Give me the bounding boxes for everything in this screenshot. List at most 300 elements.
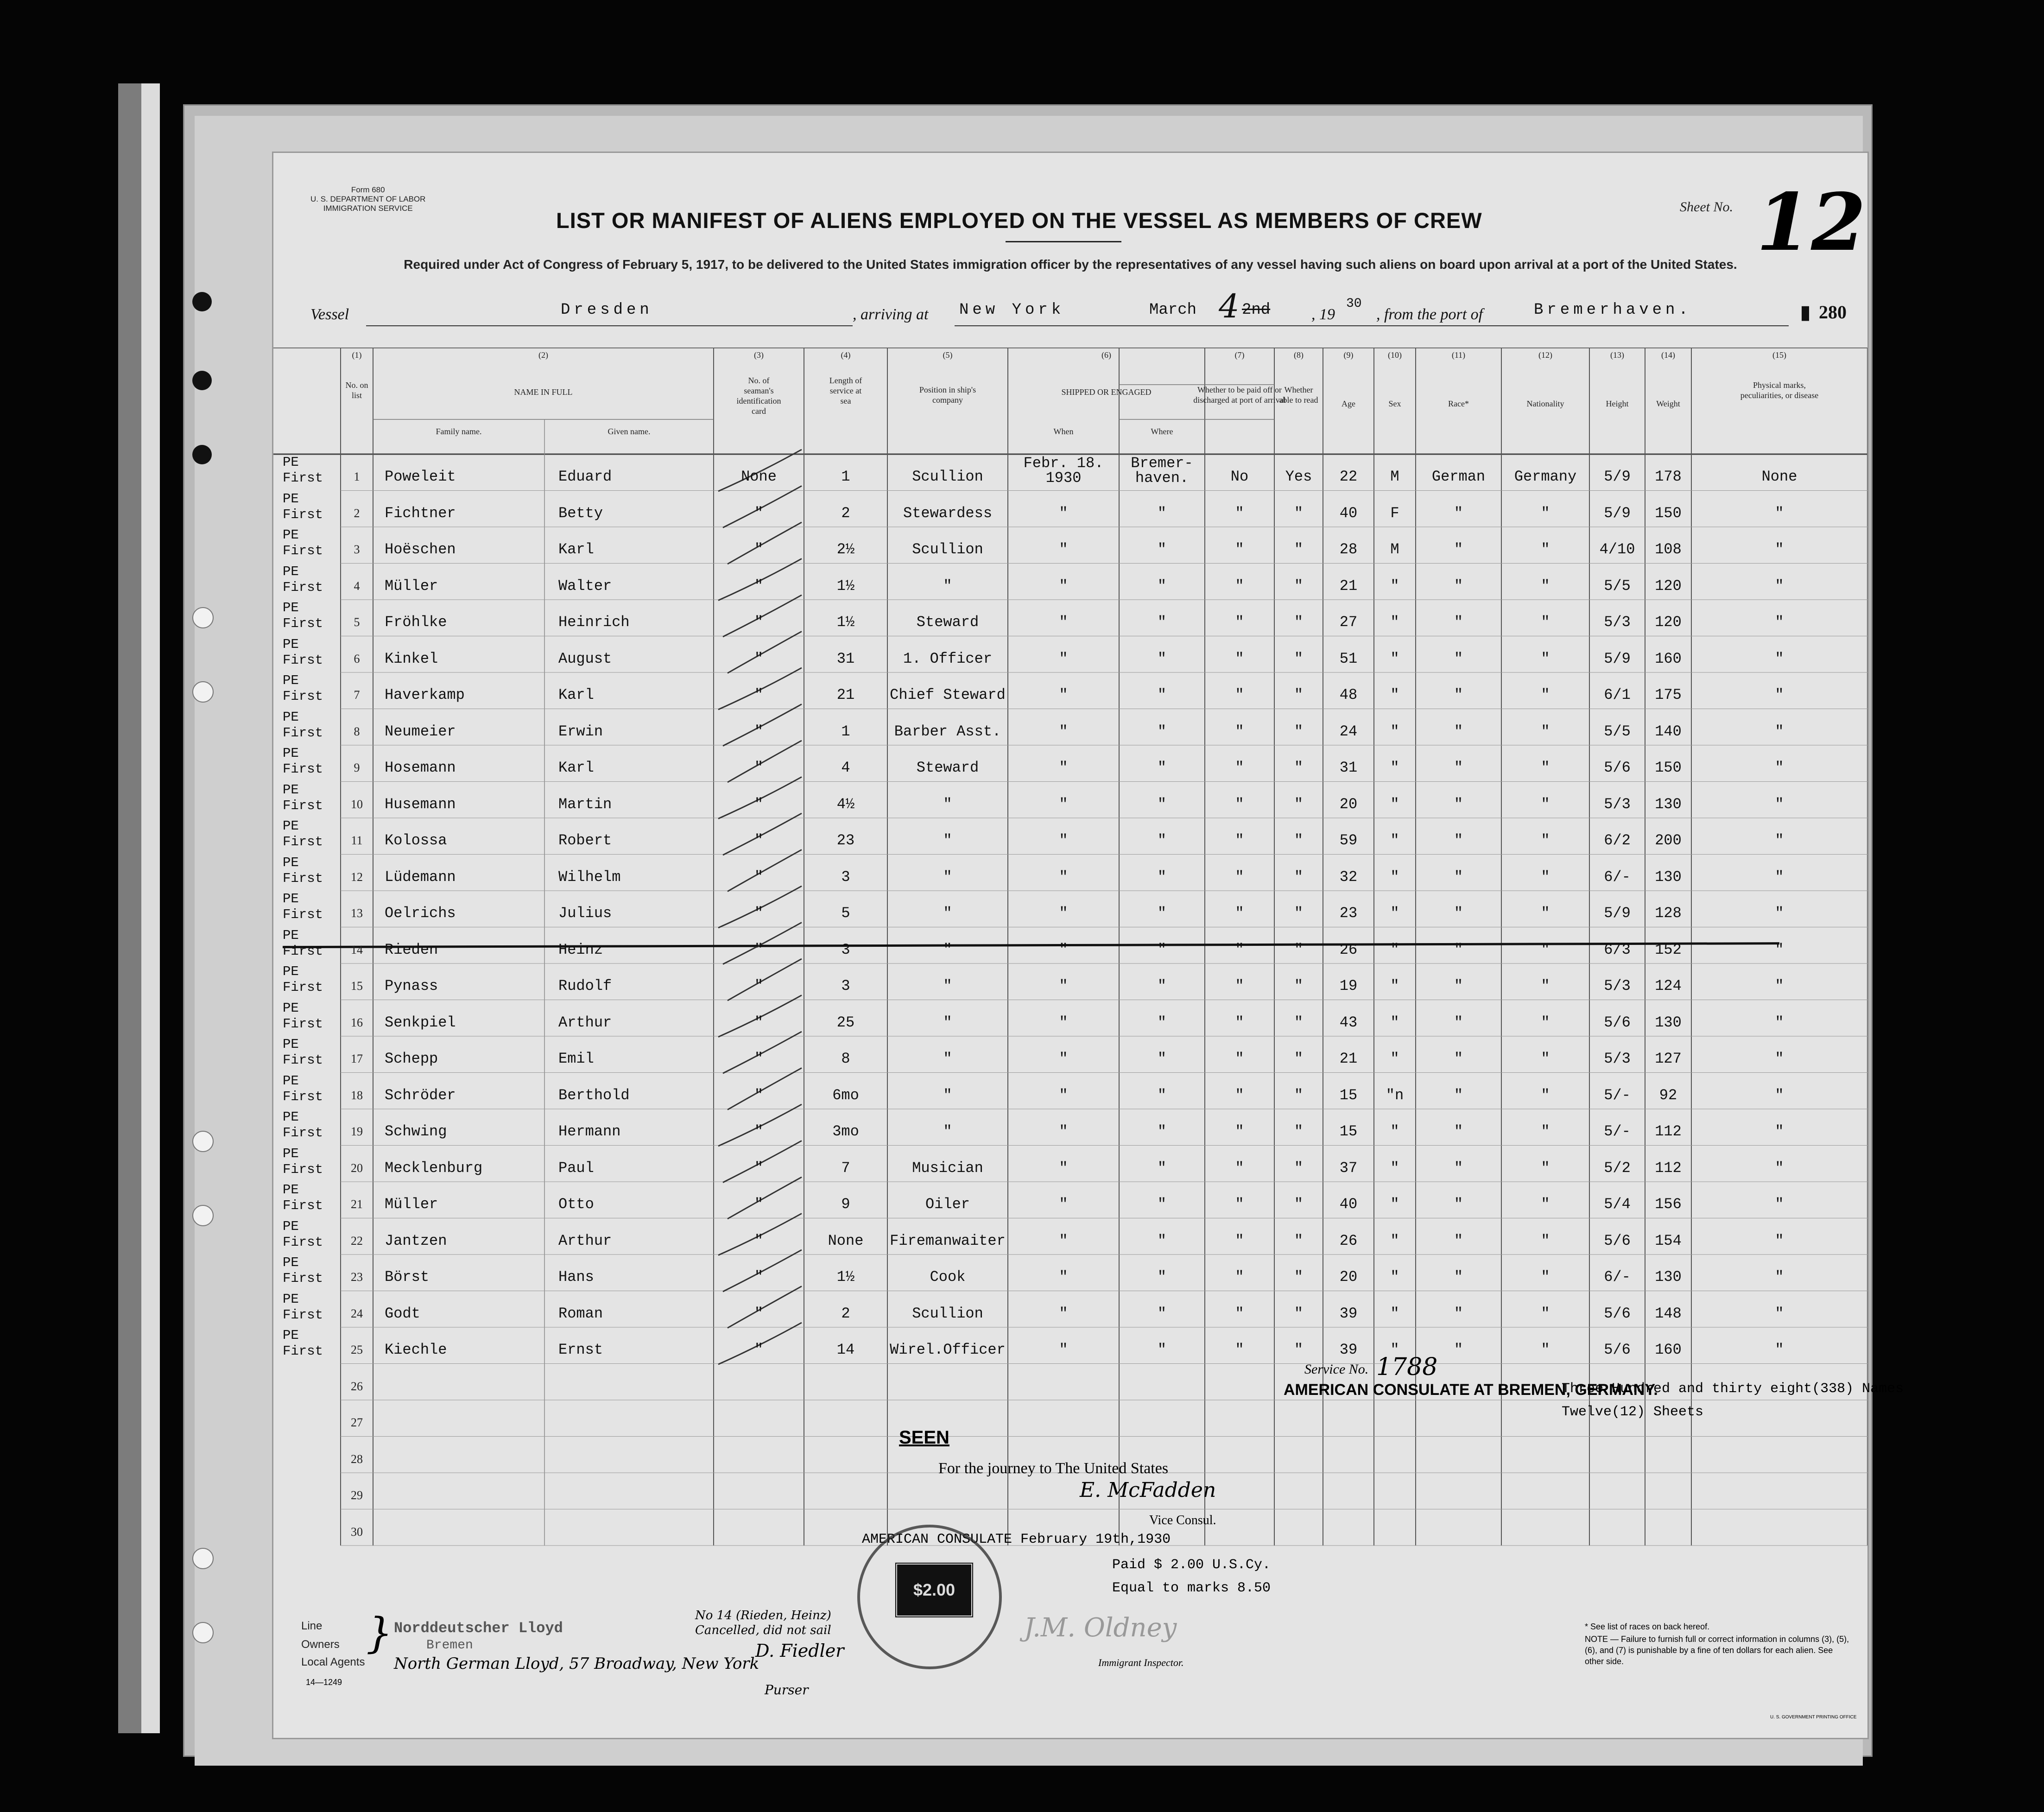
class-pe: PE: [283, 600, 299, 615]
header-length-of-service: Length of service at sea: [829, 376, 862, 405]
age-cell: 26: [1339, 941, 1358, 958]
column-number: (2): [538, 350, 548, 360]
given-name-cell: Julius: [558, 905, 612, 922]
card-cell: ": [754, 905, 764, 922]
marks-cell: ": [1775, 1196, 1784, 1213]
row-number: 2: [354, 506, 360, 520]
paid-off-cell: ": [1235, 1050, 1244, 1067]
class-pe: PE: [283, 855, 299, 870]
sex-cell: ": [1390, 1305, 1399, 1322]
title-rule: [1006, 241, 1121, 242]
read-cell: Yes: [1285, 468, 1312, 485]
family-name-cell: Pynass: [385, 977, 438, 995]
header-weight: Weight: [1656, 399, 1680, 408]
column-number: (8): [1294, 350, 1304, 360]
class-first: First: [283, 1089, 323, 1104]
where-cell: ": [1157, 868, 1167, 886]
punch-hole: [192, 1622, 214, 1643]
race-cell: ": [1454, 1123, 1463, 1140]
given-name-cell: Karl: [558, 686, 594, 703]
given-name-cell: Otto: [558, 1196, 594, 1213]
where-cell: ": [1157, 577, 1167, 595]
race-cell: ": [1454, 1305, 1463, 1322]
family-name-cell: Schröder: [385, 1086, 456, 1104]
height-cell: 4/10: [1599, 541, 1635, 558]
card-cell: ": [754, 1268, 764, 1286]
age-cell: 22: [1339, 468, 1358, 485]
where-cell: ": [1157, 1268, 1167, 1286]
punch-hole: [192, 445, 212, 464]
age-cell: 28: [1339, 541, 1358, 558]
class-first: First: [283, 1052, 323, 1068]
read-cell: ": [1294, 1086, 1304, 1104]
marks-cell: ": [1775, 614, 1784, 631]
position-cell: ": [943, 977, 952, 995]
checkmark-stroke: [728, 1068, 802, 1110]
nationality-cell: ": [1541, 977, 1550, 995]
from-label: , from the port of: [1376, 306, 1483, 323]
read-cell: ": [1294, 1123, 1304, 1140]
sex-cell: ": [1390, 941, 1399, 958]
marks-cell: ": [1775, 577, 1784, 595]
length-cell: 2½: [836, 541, 855, 558]
printer-imprint: U. S. GOVERNMENT PRINTING OFFICE: [1770, 1715, 1857, 1720]
given-name-cell: Eduard: [558, 468, 612, 485]
service: IMMIGRATION SERVICE: [323, 204, 413, 213]
when-cell: ": [1059, 868, 1068, 886]
column-number: (3): [754, 350, 764, 360]
inspector-signature: J.M. Oldney: [1024, 1613, 1177, 1643]
where-cell: ": [1157, 541, 1167, 558]
class-first: First: [283, 616, 323, 631]
row-number: 14: [351, 943, 363, 957]
when-cell: ": [1059, 1305, 1068, 1322]
class-pe: PE: [283, 782, 299, 798]
read-cell: ": [1294, 650, 1304, 667]
sex-cell: M: [1390, 468, 1399, 485]
sex-cell: ": [1390, 868, 1399, 886]
class-pe: PE: [283, 1328, 299, 1343]
paid-off-cell: ": [1235, 905, 1244, 922]
family-name-cell: Hosemann: [385, 759, 456, 776]
weight-cell: 130: [1655, 795, 1682, 813]
consulate-seal: [857, 1525, 1002, 1669]
class-pe: PE: [283, 927, 299, 943]
position-cell: Firemanwaiter: [890, 1232, 1006, 1249]
length-cell: 2: [841, 1305, 850, 1322]
underline: [955, 324, 1571, 326]
where-cell: ": [1157, 1086, 1167, 1104]
card-cell: ": [754, 686, 764, 703]
card-cell: ": [754, 1014, 764, 1031]
class-pe: PE: [283, 1073, 299, 1089]
class-pe: PE: [283, 455, 299, 470]
weight-cell: 112: [1655, 1123, 1682, 1140]
marks-cell: ": [1775, 686, 1784, 703]
paid-off-cell: ": [1235, 504, 1244, 522]
where-cell: ": [1157, 650, 1167, 667]
sex-cell: ": [1390, 1268, 1399, 1286]
given-name-cell: Roman: [558, 1305, 603, 1322]
from-port: Bremerhaven.: [1534, 301, 1692, 319]
given-name-cell: Walter: [558, 577, 612, 595]
nationality-cell: ": [1541, 1159, 1550, 1177]
sex-cell: ": [1390, 759, 1399, 776]
position-cell: Musician: [912, 1159, 983, 1177]
position-cell: ": [943, 795, 952, 813]
family-name-cell: Müller: [385, 1196, 438, 1213]
nationality-cell: ": [1541, 1305, 1550, 1322]
column-number: (5): [943, 350, 953, 360]
marks-cell: ": [1775, 650, 1784, 667]
nationality-cell: ": [1541, 1268, 1550, 1286]
age-cell: 15: [1339, 1123, 1358, 1140]
sex-cell: ": [1390, 686, 1399, 703]
year-prefix: , 19: [1311, 306, 1335, 323]
handwritten-note: No 14 (Rieden, Heinz) Cancelled, did not sail: [695, 1609, 831, 1637]
read-cell: ": [1294, 905, 1304, 922]
checkmark-stroke: [728, 959, 802, 1001]
height-cell: 5/6: [1604, 1305, 1631, 1322]
family-name-cell: Haverkamp: [385, 686, 465, 703]
marks-cell: ": [1775, 1341, 1784, 1358]
paid-off-cell: ": [1235, 941, 1244, 958]
when-cell: ": [1059, 1086, 1068, 1104]
totals-names: Three Hundred and thirty eight(338) Names: [1562, 1381, 1904, 1397]
when-cell: ": [1059, 759, 1068, 776]
column-number: (14): [1661, 350, 1675, 360]
card-cell: ": [754, 1232, 764, 1249]
checkmark-stroke: [728, 1286, 802, 1328]
length-cell: 7: [841, 1159, 850, 1177]
weight-cell: 150: [1655, 504, 1682, 522]
nationality-cell: ": [1541, 1123, 1550, 1140]
column-number: (10): [1388, 350, 1402, 360]
family-name-cell: Fröhlke: [385, 614, 447, 631]
line-label: Line: [301, 1620, 323, 1632]
fee-equal: Equal to marks 8.50: [1112, 1580, 1271, 1596]
when-cell: ": [1059, 977, 1068, 995]
row-number: 4: [354, 579, 360, 593]
class-pe: PE: [283, 636, 299, 652]
read-cell: ": [1294, 722, 1304, 740]
race-cell: ": [1454, 614, 1463, 631]
race-cell: ": [1454, 1086, 1463, 1104]
race-cell: German: [1431, 468, 1486, 485]
class-first: First: [283, 907, 323, 922]
read-cell: ": [1294, 795, 1304, 813]
paid-off-cell: ": [1235, 1159, 1244, 1177]
card-cell: ": [754, 868, 764, 886]
when-cell: ": [1059, 941, 1068, 958]
weight-cell: 92: [1659, 1086, 1677, 1104]
punch-hole: [192, 1131, 214, 1152]
where-cell: ": [1157, 941, 1167, 958]
checkmark-stroke: [728, 850, 802, 892]
family-name-cell: Hoëschen: [385, 541, 456, 558]
paid-off-cell: ": [1235, 832, 1244, 849]
length-cell: 3mo: [832, 1123, 859, 1140]
given-name-cell: Heinrich: [558, 614, 630, 631]
where-cell: ": [1157, 1014, 1167, 1031]
weight-cell: 130: [1655, 868, 1682, 886]
row-number: 15: [351, 979, 363, 993]
race-cell: ": [1454, 832, 1463, 849]
weight-cell: 160: [1655, 1341, 1682, 1358]
weight-cell: 148: [1655, 1305, 1682, 1322]
where-cell: ": [1157, 905, 1167, 922]
class-pe: PE: [283, 1218, 299, 1234]
read-cell: ": [1294, 832, 1304, 849]
length-cell: 14: [836, 1341, 855, 1358]
family-name-cell: Kinkel: [385, 650, 438, 667]
sex-cell: ": [1390, 1050, 1399, 1067]
header-age: Age: [1342, 399, 1355, 408]
read-cell: ": [1294, 1196, 1304, 1213]
punch-hole: [192, 607, 214, 628]
when-cell: ": [1059, 1232, 1068, 1249]
card-cell: ": [754, 1123, 764, 1140]
race-cell: ": [1454, 795, 1463, 813]
marks-cell: ": [1775, 1232, 1784, 1249]
purser-label: Purser: [765, 1682, 809, 1698]
sex-cell: ": [1390, 977, 1399, 995]
race-cell: ": [1454, 1196, 1463, 1213]
length-cell: 5: [841, 905, 850, 922]
nationality-cell: ": [1541, 577, 1550, 595]
race-cell: ": [1454, 941, 1463, 958]
where-cell: ": [1157, 686, 1167, 703]
weight-cell: 150: [1655, 759, 1682, 776]
position-cell: ": [943, 1014, 952, 1031]
row-number: 26: [351, 1379, 363, 1393]
age-cell: 43: [1339, 1014, 1358, 1031]
age-cell: 26: [1339, 1232, 1358, 1249]
given-name-cell: Wilhelm: [558, 868, 621, 886]
length-cell: 8: [841, 1050, 850, 1067]
checkmark-stroke: [728, 1177, 802, 1219]
position-cell: ": [943, 832, 952, 849]
marks-cell: ": [1775, 1123, 1784, 1140]
age-cell: 39: [1339, 1341, 1358, 1358]
height-cell: 5/3: [1604, 795, 1631, 813]
arrival-day-suffix: 2nd: [1242, 301, 1271, 319]
class-first: First: [283, 1125, 323, 1140]
position-cell: ": [943, 868, 952, 886]
brace-icon: }: [366, 1609, 393, 1658]
marks-cell: ": [1775, 1014, 1784, 1031]
weight-cell: 127: [1655, 1050, 1682, 1067]
class-first: First: [283, 798, 323, 813]
position-cell: Chief Steward: [890, 686, 1006, 703]
given-name-cell: Heinz: [558, 941, 603, 958]
row-number: 24: [351, 1306, 363, 1320]
row-number: 21: [351, 1197, 363, 1211]
read-cell: ": [1294, 759, 1304, 776]
family-name-cell: Lüdemann: [385, 868, 456, 886]
height-cell: 5/6: [1604, 1014, 1631, 1031]
family-name-cell: Senkpiel: [385, 1014, 456, 1031]
class-first: First: [283, 725, 323, 741]
read-cell: ": [1294, 1159, 1304, 1177]
read-cell: ": [1294, 1050, 1304, 1067]
nationality-cell: ": [1541, 1050, 1550, 1067]
header-where: Where: [1151, 427, 1173, 436]
length-cell: 9: [841, 1196, 850, 1213]
height-cell: 5/3: [1604, 1050, 1631, 1067]
marks-cell: ": [1775, 868, 1784, 886]
reference-mark: ▮: [1800, 302, 1811, 323]
marks-cell: ": [1775, 795, 1784, 813]
when-cell: ": [1059, 686, 1068, 703]
nationality-cell: ": [1541, 1196, 1550, 1213]
height-cell: 5/6: [1604, 759, 1631, 776]
card-cell: ": [754, 722, 764, 740]
page-title: LIST OR MANIFEST OF ALIENS EMPLOYED ON THE VESSEL AS MEMBERS OF CREW: [556, 208, 1482, 233]
when-cell: ": [1059, 614, 1068, 631]
class-first: First: [283, 652, 323, 668]
sex-cell: ": [1390, 1196, 1399, 1213]
punch-hole: [192, 1548, 214, 1569]
where-cell: ": [1157, 795, 1167, 813]
height-cell: 5/9: [1604, 468, 1631, 485]
height-cell: 5/9: [1604, 650, 1631, 667]
position-cell: Scullion: [912, 1305, 983, 1322]
card-cell: ": [754, 1341, 764, 1358]
class-first: First: [283, 834, 323, 849]
card-cell: ": [754, 504, 764, 522]
class-pe: PE: [283, 1146, 299, 1161]
class-first: First: [283, 507, 323, 522]
nationality-cell: ": [1541, 759, 1550, 776]
class-pe: PE: [283, 1037, 299, 1052]
age-cell: 23: [1339, 905, 1358, 922]
row-number: 9: [354, 761, 360, 774]
class-pe: PE: [283, 709, 299, 725]
family-name-cell: Kolossa: [385, 832, 447, 849]
when-cell: ": [1059, 1341, 1068, 1358]
card-cell: ": [754, 977, 764, 995]
class-pe: PE: [283, 818, 299, 834]
form-code: 14—1249: [306, 1678, 342, 1687]
race-cell: ": [1454, 1159, 1463, 1177]
where-cell: ": [1157, 1341, 1167, 1358]
header-paid-off: Whether to be paid off or discharged at port of arrival: [1193, 385, 1286, 405]
length-cell: 3: [841, 977, 850, 995]
row-number: 25: [351, 1343, 363, 1356]
consulate-date: AMERICAN CONSULATE February 19th,1930: [862, 1532, 1171, 1547]
class-pe: PE: [283, 1291, 299, 1307]
class-pe: PE: [283, 964, 299, 979]
marks-cell: ": [1775, 1050, 1784, 1067]
consul-signature: E. McFadden: [1080, 1478, 1216, 1502]
row-number: 16: [351, 1015, 363, 1029]
where-cell: ": [1157, 1196, 1167, 1213]
weight-cell: 175: [1655, 686, 1682, 703]
checkmark-stroke: [728, 632, 802, 673]
read-cell: ": [1294, 1268, 1304, 1286]
height-cell: 5/-: [1604, 1086, 1631, 1104]
class-pe: PE: [283, 527, 299, 543]
card-cell: ": [754, 1086, 764, 1104]
class-pe: PE: [283, 746, 299, 761]
class-first: First: [283, 761, 323, 777]
paid-off-cell: ": [1235, 977, 1244, 995]
race-cell: ": [1454, 650, 1463, 667]
paid-off-cell: ": [1235, 541, 1244, 558]
read-cell: ": [1294, 868, 1304, 886]
column-number: (11): [1451, 350, 1466, 360]
when-cell: ": [1059, 1268, 1068, 1286]
where-cell: ": [1157, 1159, 1167, 1177]
read-cell: ": [1294, 686, 1304, 703]
position-cell: ": [943, 577, 952, 595]
weight-cell: 200: [1655, 832, 1682, 849]
nationality-cell: ": [1541, 686, 1550, 703]
row-number: 30: [351, 1525, 363, 1539]
position-cell: Steward: [916, 614, 979, 631]
nationality-cell: ": [1541, 905, 1550, 922]
given-name-cell: Hermann: [558, 1123, 621, 1140]
form-identifier: [310, 185, 425, 213]
nationality-cell: ": [1541, 541, 1550, 558]
local-agents: North German Lloyd, 57 Broadway, New York: [394, 1654, 759, 1673]
stamp-value: $2.00: [913, 1580, 956, 1599]
vessel-name: Dresden: [561, 301, 653, 319]
header-position: Position in ship's company: [919, 385, 976, 405]
height-cell: 6/3: [1604, 941, 1631, 958]
length-cell: 2: [841, 504, 850, 522]
position-cell: ": [943, 941, 952, 958]
read-cell: ": [1294, 977, 1304, 995]
underline: [366, 324, 853, 326]
length-cell: 1½: [836, 1268, 855, 1286]
length-cell: 25: [836, 1014, 855, 1031]
family-name-cell: Husemann: [385, 795, 456, 813]
nationality-cell: ": [1541, 868, 1550, 886]
paid-off-cell: ": [1235, 1268, 1244, 1286]
header-text: No. on list: [345, 380, 368, 400]
header-shipped-or-engaged: SHIPPED OR ENGAGED: [1061, 387, 1152, 397]
where-cell: ": [1157, 759, 1167, 776]
owners-city: Bremen: [426, 1638, 473, 1653]
punch-hole: [192, 681, 214, 703]
vessel-label: Vessel: [310, 306, 349, 323]
paid-off-cell: ": [1235, 650, 1244, 667]
paid-off-cell: ": [1235, 1123, 1244, 1140]
length-cell: None: [828, 1232, 864, 1249]
height-cell: 5/2: [1604, 1159, 1631, 1177]
column-number: (9): [1343, 350, 1354, 360]
sex-cell: ": [1390, 614, 1399, 631]
card-cell: ": [754, 614, 764, 631]
nationality-cell: ": [1541, 795, 1550, 813]
sex-cell: ": [1390, 905, 1399, 922]
family-name-cell: Schwing: [385, 1123, 447, 1140]
sex-cell: ": [1390, 1123, 1399, 1140]
column-number: (6): [1101, 350, 1111, 360]
family-name-cell: Börst: [385, 1268, 430, 1286]
vessel-line: [301, 287, 1858, 329]
marks-cell: ": [1775, 977, 1784, 995]
nationality-cell: ": [1541, 1086, 1550, 1104]
race-cell: ": [1454, 1268, 1463, 1286]
where-cell: ": [1157, 1123, 1167, 1140]
row-number: 10: [351, 797, 363, 811]
fee-paid: Paid $ 2.00 U.S.Cy.: [1112, 1557, 1271, 1573]
row-number: 5: [354, 615, 360, 629]
class-first: First: [283, 543, 323, 558]
